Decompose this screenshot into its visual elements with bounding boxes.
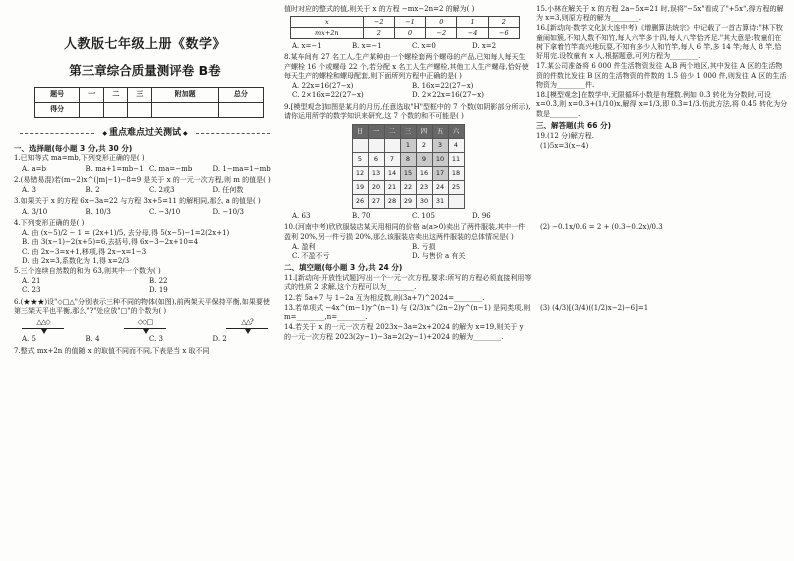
option[interactable]: D. 与售价 a 有关 xyxy=(412,252,466,261)
options xyxy=(292,42,532,51)
column-middle xyxy=(284,4,532,556)
calendar-cell: 31 xyxy=(432,195,448,209)
question-3: 3.如果关于 x 的方程 6x−3a=22 与方程 3x+5=11 的解相同,那么 a 的值是( ) xyxy=(14,197,261,206)
calendar-cell: 30 xyxy=(416,195,432,209)
calendar-cell-highlighted: 3 xyxy=(432,139,448,153)
value-cell: 2 xyxy=(363,28,394,39)
score-cell: 一 xyxy=(80,87,104,102)
score-input-cell[interactable] xyxy=(80,102,104,117)
question-14: 14.若关于 x 的一元一次方程 2023x−3a=2x+2024 的解为 x=19,则关于 y 的一元一次方程 2023(2y−1)−3a=2(2y−1)+2024 的解为________. xyxy=(284,323,524,341)
page-title: 人教版七年级上册《数学》 xyxy=(63,37,226,52)
question-16: 16.[新动向·数学文化](大连中考)《增删算法统宗》中记载了一首古算诗:"林下牧童闹如簇,不知人数不知竹,每人六竿多十四,每人八竿恰齐足."其大意是:牧童们在树下拿着竹竿高兴地玩耍,不知有多少人和竹竿,每人 6 竿,多 14 竿;每人 8 竿,恰好用完.设牧童有 x 人,根据题意,可列方程为________. xyxy=(536,24,783,61)
score-cell: 三 xyxy=(128,87,152,102)
option[interactable]: B. 22 xyxy=(149,277,168,286)
calendar-cell: 25 xyxy=(448,181,464,195)
option[interactable]: D. 2 xyxy=(212,335,227,344)
balance-scale-icon xyxy=(22,318,64,329)
score-table-score-row xyxy=(35,102,264,117)
options xyxy=(292,82,532,100)
calendar-day-header: 二 xyxy=(384,125,400,139)
question-2: 2.(易错易混)若(m−2)x^(|m|−1)−8=9 是关于 x 的一元一次方程,则 m 的值是( ) xyxy=(14,175,271,184)
calendar-cell: 6 xyxy=(368,153,384,167)
calendar-row xyxy=(352,167,464,181)
question-15: 15.小林在解关于 x 的方程 2a−5x=21 时,误将"−5x"看成了"+5x",得方程的解为 x=3,则原方程的解为________. xyxy=(536,5,784,23)
calendar-cell-highlighted: 1 xyxy=(400,139,416,153)
calendar-cell: 11 xyxy=(448,153,464,167)
calendar-cell: 2 xyxy=(416,139,432,153)
column-left xyxy=(14,4,276,556)
options xyxy=(22,186,276,195)
balance-scale-icon xyxy=(226,318,268,329)
score-input-cell[interactable] xyxy=(218,102,263,117)
banner-text: 重点难点过关测试 xyxy=(109,127,182,138)
question-19-part-2: (2) −0.1x/0.6 = 2 + (0.3−0.2x)/0.3 xyxy=(540,223,663,232)
question-19-part-1: (1)5x=3(x−4) xyxy=(540,141,589,150)
calendar-row xyxy=(352,153,464,167)
option[interactable]: C. 2×16x=22(27−x) xyxy=(292,91,364,100)
calendar-cell: 27 xyxy=(368,195,384,209)
calendar-cell-highlighted: 17 xyxy=(432,167,448,181)
question-10: 10.(河南中考)欣欣服装店某天用相同的价格 a(a>0)卖出了两件服装,其中一件盈利 20%,另一件亏损 20%,那么该服装店卖出这两件服装的总体情况是( ) xyxy=(284,223,526,241)
balance-scale-icon xyxy=(124,318,166,329)
calendar-cell xyxy=(352,139,368,153)
score-input-cell[interactable] xyxy=(104,102,128,117)
question-9: 9.[模型观念]如图是某月的月历,任意选取"H"型框中的 7 个数(如阴影部分所示),请你运用所学的数学知识来研究,这 7 个数的和不可能是( ) xyxy=(284,102,531,120)
option[interactable]: D. 由 2x=3,系数化为 1,得 x=2/3 xyxy=(22,256,130,265)
option[interactable]: A. 5 xyxy=(22,335,36,344)
calendar-cell xyxy=(448,195,464,209)
option[interactable]: B. 亏损 xyxy=(412,242,436,251)
value-cell: 2 xyxy=(488,17,519,28)
option[interactable]: A. x=−1 xyxy=(292,42,322,51)
answer-area[interactable] xyxy=(536,152,788,222)
option[interactable]: D. 1−ma=1−mb xyxy=(212,164,271,173)
value-cell: 1 xyxy=(457,17,488,28)
value-cell: 0 xyxy=(394,28,425,39)
calendar-cell: 29 xyxy=(400,195,416,209)
divider xyxy=(196,133,270,134)
calendar-cell: 23 xyxy=(416,181,432,195)
diamond-icon: ◆ xyxy=(183,129,188,137)
question-19-part-3: (3) (4/3)[(3/4)((1/2)x−2)−6]=1 xyxy=(540,304,649,313)
calendar-cell: 24 xyxy=(432,181,448,195)
score-cell: 总分 xyxy=(218,87,263,102)
calendar-table xyxy=(352,124,465,209)
value-cell: x xyxy=(291,17,364,28)
option[interactable]: D. −10/3 xyxy=(212,207,244,216)
option[interactable]: B. 2 xyxy=(85,186,100,195)
value-cell: −4 xyxy=(457,28,488,39)
option[interactable]: A. 3 xyxy=(22,186,36,195)
option[interactable]: C. 不盈不亏 xyxy=(292,252,330,261)
option[interactable]: A. a=b xyxy=(22,164,47,173)
option[interactable]: A. 由 (x−5)/2 − 1 = (2x+1)/5, 去分母,得 5(x−5)−1=2(2x+1) xyxy=(22,229,230,238)
calendar-row xyxy=(352,195,464,209)
question-8: 8.某车间有 27 名工人,生产某种由一个螺栓套两个螺母的产品,已知每人每天生产螺栓 16 个或螺母 22 个,若分配 x 名工人生产螺栓,其他工人生产螺母,恰好使每天生产的螺栓和螺母配套,则下面所列方程中正确的是( ) xyxy=(284,53,529,80)
value-cell: −6 xyxy=(488,28,519,39)
value-table-row xyxy=(291,28,520,39)
option[interactable]: A. 3/10 xyxy=(22,207,48,216)
calendar-cell xyxy=(384,139,400,153)
score-cell: 二 xyxy=(104,87,128,102)
divider xyxy=(20,133,94,134)
options xyxy=(22,229,276,266)
calendar-cell: 26 xyxy=(352,195,368,209)
option[interactable]: B. x=−1 xyxy=(352,42,382,51)
question-7: 7.整式 mx+2n 的值随 x 的取值不同而不同,下表是当 x 取不同 xyxy=(14,346,210,355)
options xyxy=(292,243,532,261)
option[interactable]: A. 63 xyxy=(292,212,311,221)
value-table-row xyxy=(291,17,520,28)
page-subtitle: 第三章综合质量测评卷 B卷 xyxy=(69,63,221,79)
score-input-cell[interactable] xyxy=(152,102,218,117)
option[interactable]: B. 16x=22(27−x) xyxy=(412,82,474,91)
section-heading: 三、解答题(共 66 分) xyxy=(536,120,612,130)
calendar-cell: 21 xyxy=(384,181,400,195)
calendar-day-header: 日 xyxy=(352,125,368,139)
option[interactable]: D. x=2 xyxy=(472,42,497,51)
value-cell: 0 xyxy=(426,17,457,28)
option[interactable]: A. 22x=16(27−x) xyxy=(292,82,354,91)
calendar-day-header: 一 xyxy=(368,125,384,139)
value-cell: −2 xyxy=(426,28,457,39)
calendar xyxy=(284,124,532,209)
calendar-row xyxy=(352,181,464,195)
score-cell: 得分 xyxy=(35,102,80,117)
scale-items: △△◇ xyxy=(36,318,50,327)
option[interactable]: D. 任何数 xyxy=(212,186,244,195)
score-table xyxy=(34,87,264,118)
option[interactable]: C. ma=−mb xyxy=(149,164,193,173)
calendar-cell-highlighted: 9 xyxy=(416,153,432,167)
calendar-cell: 19 xyxy=(352,181,368,195)
option[interactable]: B. 10/3 xyxy=(85,207,111,216)
calendar-day-header: 四 xyxy=(416,125,432,139)
options xyxy=(292,212,532,221)
option[interactable]: C. −3/10 xyxy=(149,207,181,216)
calendar-day-header: 六 xyxy=(448,125,464,139)
option[interactable]: B. 由 3(x−1)−2(x+5)=6,去括号,得 6x−3−2x+10=4 xyxy=(22,238,199,247)
section-heading: 二、填空题(每小题 3 分,共 24 分) xyxy=(284,263,403,273)
score-cell: 题号 xyxy=(35,87,80,102)
section-heading: 一、选择题(每小题 3 分,共 30 分) xyxy=(14,143,133,153)
score-input-cell[interactable] xyxy=(128,102,152,117)
question-6: 6.(★★★)设"◇□△"分别表示三种不同的物体(如图),前两架天平保持平衡,如果要使第三架天平也平衡,那么"?"处应放"□"的个数为( ) xyxy=(14,297,270,315)
calendar-day-header: 三 xyxy=(400,125,416,139)
options xyxy=(22,277,276,295)
calendar-cell: 22 xyxy=(400,181,416,195)
question-12: 12.若 5a+7 与 1−2a 互为相反数,则(3a+7)^2024=________. xyxy=(284,293,485,302)
option[interactable]: C. 3 xyxy=(149,335,164,344)
question-13: 13.若单项式 −4x^(m−1)y^(n−1) 与 (2/3)x^(2n−2)y^(n−1) 是同类项,则 m=________,n=________. xyxy=(284,303,531,322)
section-banner xyxy=(14,128,276,140)
value-cell: −2 xyxy=(363,17,394,28)
calendar-header-row xyxy=(352,125,464,139)
score-cell: 附加题 xyxy=(152,87,218,102)
option[interactable]: C. 23 xyxy=(22,286,41,295)
option[interactable]: D. 96 xyxy=(472,212,491,221)
calendar-cell-highlighted: 15 xyxy=(400,167,416,181)
calendar-cell: 20 xyxy=(368,181,384,195)
calendar-cell-highlighted: 8 xyxy=(400,153,416,167)
options xyxy=(22,165,276,174)
option[interactable]: C. 2或3 xyxy=(149,186,175,195)
calendar-cell: 4 xyxy=(448,139,464,153)
calendar-day-header: 五 xyxy=(432,125,448,139)
value-cell: mx+2n xyxy=(291,28,364,39)
option[interactable]: D. 19 xyxy=(149,286,168,295)
option[interactable]: C. 由 2x−3=x+1,移项,得 2x−x=1−3 xyxy=(22,247,147,256)
options xyxy=(22,335,276,344)
option[interactable]: C. 105 xyxy=(412,212,435,221)
value-cell: −1 xyxy=(394,17,425,28)
calendar-cell: 13 xyxy=(368,167,384,181)
question-7-continued: 值时对应的整式的值,则关于 x 的方程 −mx−2n=2 的解为( ) xyxy=(284,5,475,13)
option[interactable]: B. 70 xyxy=(352,212,371,221)
calendar-cell: 5 xyxy=(352,153,368,167)
answer-area[interactable] xyxy=(536,315,788,371)
calendar-cell xyxy=(368,139,384,153)
calendar-cell: 12 xyxy=(352,167,368,181)
question-11: 11.[新动向·开放性试题]写出一个一元一次方程,要求:所写的方程必须直接利用等式的性质 2 求解,这个方程可以为________. xyxy=(284,274,532,292)
calendar-cell: 18 xyxy=(448,167,464,181)
calendar-cell: 28 xyxy=(384,195,400,209)
calendar-cell: 7 xyxy=(384,153,400,167)
question-4: 4.下列变形正确的是( ) xyxy=(14,218,85,227)
question-19: 19.(12 分)解方程. xyxy=(536,131,594,140)
question-1: 1.已知等式 ma=mb,下列变形正确的是( ) xyxy=(14,154,145,163)
diamond-icon: ◆ xyxy=(102,129,107,137)
calendar-cell-highlighted: 10 xyxy=(432,153,448,167)
calendar-cell: 16 xyxy=(416,167,432,181)
scale-items: △△? xyxy=(241,318,253,327)
options xyxy=(22,208,276,217)
question-5: 5.三个连续自然数的和为 63,则其中一个数为( ) xyxy=(14,267,161,275)
calendar-cell: 14 xyxy=(384,167,400,181)
option[interactable]: B. ma+1=mb−1 xyxy=(85,164,144,173)
option[interactable]: C. x=0 xyxy=(412,42,436,51)
option[interactable]: B. 4 xyxy=(85,335,100,344)
value-table xyxy=(290,16,520,39)
score-table-header-row xyxy=(35,87,264,102)
calendar-row xyxy=(352,139,464,153)
scale-items: ◇◇□ xyxy=(137,318,153,327)
question-17: 17.某公司准备将 6 000 件生活物资发往 A,B 两个地区,其中发往 A 区的生活物资的件数比发往 B 区的生活物资的件数的 1.5 倍少 1 000 件,则发往 A 区的生活物资为________件. xyxy=(536,62,787,89)
question-18: 18.[模型观念]在数学中,无限循环小数是有理数.例如 0.3̇ 转化为分数时,可设 x=0.3̇,则 x=0.3+(1/10)x,解得 x=1/3,即 0.3̇=1/3.仿此方法,将 0.4̇5̇ 转化为分数是________. xyxy=(536,91,788,118)
option[interactable]: A. 21 xyxy=(22,277,41,286)
answer-area[interactable] xyxy=(536,233,788,303)
column-right xyxy=(536,4,788,556)
option[interactable]: D. 2×22x=16(27−x) xyxy=(412,91,484,100)
balance-scales xyxy=(22,318,268,329)
option[interactable]: A. 盈利 xyxy=(292,242,316,251)
